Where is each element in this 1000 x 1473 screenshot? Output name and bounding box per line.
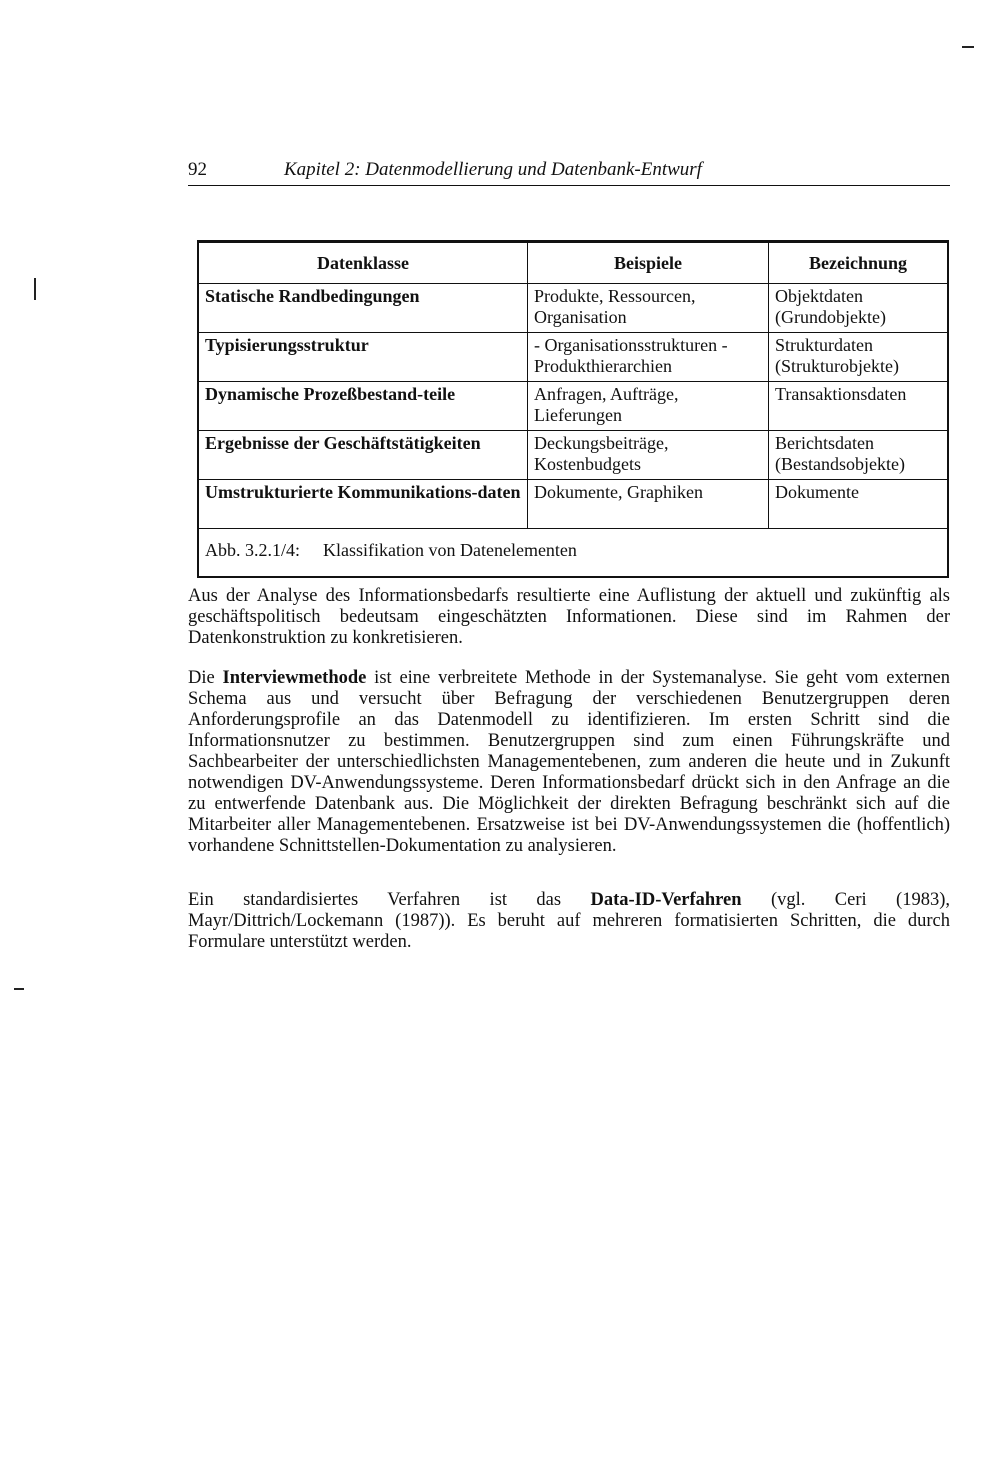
paragraph-analysis: [188, 586, 950, 649]
cell-bezeichnung: Objektdaten (Grundobjekte): [769, 284, 947, 333]
scan-mark: [14, 988, 24, 990]
term-interviewmethode: Interviewmethode: [222, 668, 367, 688]
cell-bezeichnung: Transaktionsdaten: [769, 382, 947, 431]
classification-figure: [197, 240, 949, 578]
table-row: [199, 284, 947, 333]
column-header: Beispiele: [528, 243, 769, 284]
cell-datenklasse: Ergebnisse der Geschäftstätigkeiten: [199, 431, 528, 480]
paragraph-text: ist eine verbreitete Methode in der Systemanalyse. Sie geht vom externen Schema aus und versucht über Befragung der verschiedenen Benutzergruppen deren Anforderungsprofile an das Datenmodell zu identifizieren. Im ersten Schritt sind die Informationsnutzer zu bestimmen. Benutzergruppen sind zum einen Führungskräfte und Sachbearbeiter der unterschiedlichsten Managementebenen, zum anderen die heute und in Zukunft notwendigen DV-Anwendungssysteme. Deren Informationsbedarf drückt sich in den Anfrage an die zu entwerfende Datenbank aus. Die Möglichkeit der direkten Befragung beschränkt sich auf die Mitarbeiter aller Managementebenen. Ersatzweise ist bei DV-Anwendungssystemen die (hoffentlich) vorhandene Schnittstellen-Dokumentation zu analysieren.: [188, 668, 950, 856]
term-data-id-verfahren: Data-ID-Verfahren: [590, 890, 742, 910]
scan-mark: [962, 46, 974, 48]
table-row: [199, 333, 947, 382]
table-row: [199, 431, 947, 480]
paragraph-text: Ein standardisiertes Verfahren ist das: [188, 890, 591, 910]
cell-beispiele: Deckungsbeiträge, Kostenbudgets: [528, 431, 769, 480]
page-number: 92: [188, 159, 207, 180]
paragraph-text: Aus der Analyse des Informationsbedarfs resultierte eine Auflistung der aktuell und zukünftig als geschäftspolitisch bedeutsam eingeschätzten Informationen. Diese sind im Rahmen der Datenkonstruktion zu konkretisieren.: [188, 586, 950, 648]
cell-datenklasse: Statische Randbedingungen: [199, 284, 528, 333]
paragraph-text: (vgl. Ceri (1983), Mayr/Dittrich/Lockemann (1987)). Es beruht auf mehreren formatisierten Schritten, die durch Formulare unterstützt werden.: [188, 890, 950, 952]
cell-datenklasse: Umstrukturierte Kommunikations-daten: [199, 480, 528, 529]
scan-mark: [34, 278, 36, 300]
running-header: [188, 158, 950, 186]
caption-text: Klassifikation von Datenelementen: [323, 540, 577, 560]
classification-table: [199, 242, 947, 529]
cell-bezeichnung: Strukturdaten (Strukturobjekte): [769, 333, 947, 382]
paragraph-data-id: [188, 890, 950, 953]
caption-number: Abb. 3.2.1/4:: [205, 540, 301, 560]
figure-caption: [205, 540, 577, 561]
table-header-row: [199, 243, 947, 284]
column-header: Datenklasse: [199, 243, 528, 284]
cell-datenklasse: Typisierungsstruktur: [199, 333, 528, 382]
chapter-title: Kapitel 2: Datenmodellierung und Datenbank-Entwurf: [284, 159, 702, 180]
cell-beispiele: Dokumente, Graphiken: [528, 480, 769, 529]
cell-beispiele: - Organisationsstrukturen - Produkthierarchien: [528, 333, 769, 382]
table-row: [199, 480, 947, 529]
paragraph-interviewmethode: [188, 668, 950, 857]
cell-beispiele: Anfragen, Aufträge, Lieferungen: [528, 382, 769, 431]
cell-datenklasse: Dynamische Prozeßbestand-teile: [199, 382, 528, 431]
cell-bezeichnung: Dokumente: [769, 480, 947, 529]
column-header: Bezeichnung: [769, 243, 947, 284]
cell-bezeichnung: Berichtsdaten (Bestandsobjekte): [769, 431, 947, 480]
paragraph-text: Die: [188, 668, 223, 688]
table-row: [199, 382, 947, 431]
cell-beispiele: Produkte, Ressourcen, Organisation: [528, 284, 769, 333]
